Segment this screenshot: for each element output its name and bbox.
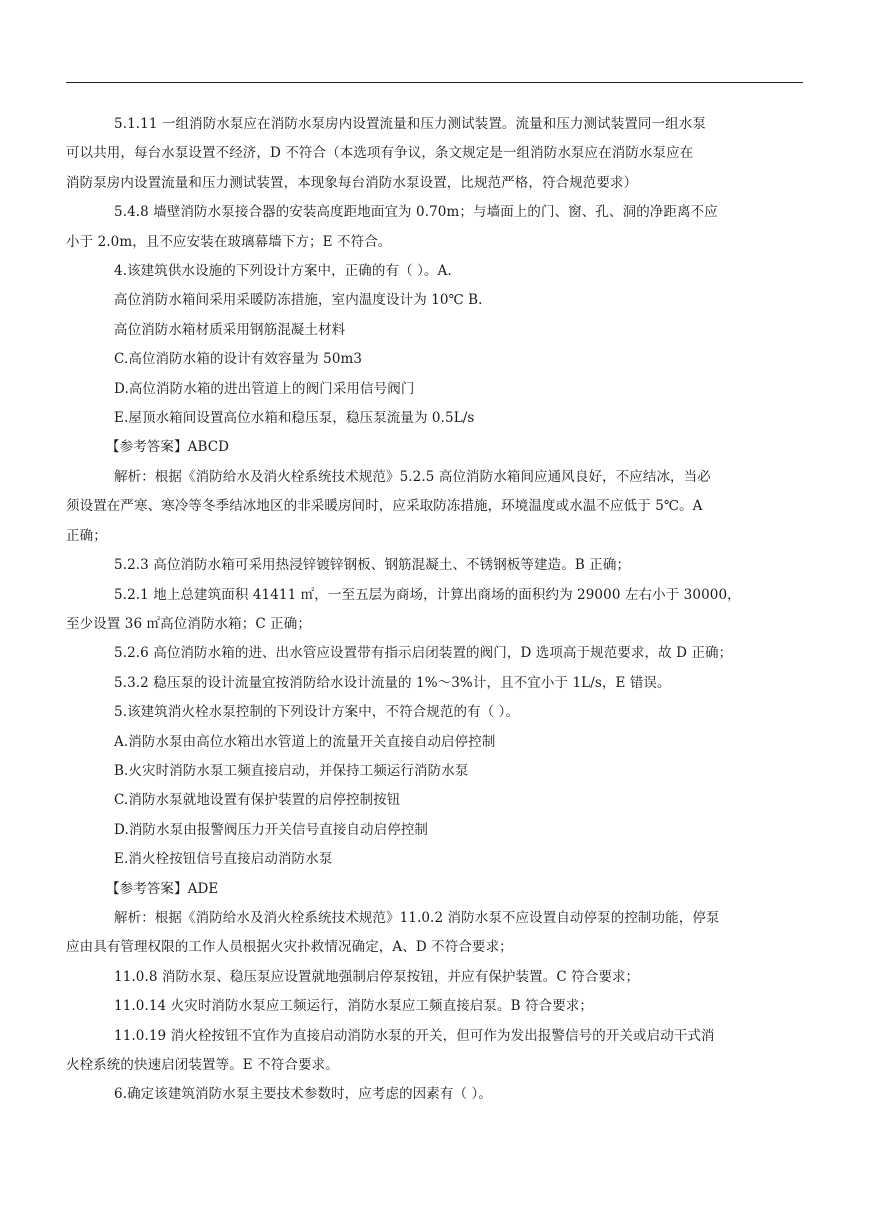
paragraph-line: 5.3.2 稳压泵的设计流量宜按消防给水设计流量的 1%～3%计，且不宜小于 1L/s，E 错误。 [114,674,671,691]
option-line: C.消防水泵就地设置有保护装置的启停控制按钮 [114,792,401,809]
question-line: 6.确定该建筑消防水泵主要技术参数时，应考虑的因素有（ ）。 [114,1086,492,1103]
option-line: D.消防水泵由报警阀压力开关信号直接自动启停控制 [114,821,429,838]
header-rule [66,82,803,83]
paragraph-line: 5.1.11 一组消防水泵应在消防水泵房内设置流量和压力测试装置。流量和压力测试装置同一组水泵 [114,116,706,132]
paragraph-line: 11.0.14 火灾时消防水泵应工频运行，消防水泵应工频直接启泵。B 符合要求； [114,998,594,1015]
paragraph-line: 5.2.6 高位消防水箱的进、出水管应设置带有指示启闭装置的阀门，D 选项高于规范要求，故 D 正确； [114,645,733,662]
question-line: 4.该建筑供水设施的下列设计方案中，正确的有（ ）。A. [114,263,452,280]
option-line: 高位消防水箱材质采用钢筋混凝土材料 [114,321,346,338]
paragraph-line: 可以共用，每台水泵设置不经济，D 不符合（本选项有争议，条文规定是一组消防水泵应在消防水泵应在 [66,145,694,162]
answer-line: 【参考答案】ADE [106,880,219,897]
option-line: C.高位消防水箱的设计有效容量为 50m3 [114,351,363,368]
paragraph-line: 至少设置 36 ㎡高位消防水箱；C 正确； [66,615,311,632]
paragraph-line: 11.0.8 消防水泵、稳压泵应设置就地强制启停泵按钮，并应有保护装置。C 符合要求； [114,968,640,985]
analysis-line: 解析：根据《消防给水及消火栓系统技术规范》11.0.2 消防水泵不应设置自动停泵的控制功能，停泵 [114,909,720,926]
analysis-line: 正确； [66,527,107,544]
paragraph-line: 火栓系统的快速启闭装置等。E 不符合要求。 [66,1057,339,1073]
option-line: 高位消防水箱间采用采暖防冻措施，室内温度设计为 10℃ B. [114,292,483,309]
analysis-line: 须设置在严寒、寒冷等冬季结冰地区的非采暖房间时，应采取防冻措施，环境温度或水温不应低于 5℃。A [66,498,703,515]
document-body [66,110,790,1110]
analysis-line: 解析：根据《消防给水及消火栓系统技术规范》5.2.5 高位消防水箱间应通风良好，不应结冰，当必 [114,468,711,485]
option-line: D.高位消防水箱的进出管道上的阀门采用信号阀门 [114,380,415,397]
answer-line: 【参考答案】ABCD [106,439,230,456]
option-line: A.消防水泵由高位水箱出水管道上的流量开关直接自动启停控制 [114,733,496,750]
analysis-line: 应由具有管理权限的工作人员根据火灾扑救情况确定，A、D 不符合要求； [66,939,513,956]
question-line: 5.该建筑消火栓水泵控制的下列设计方案中，不符合规范的有（ ）。 [114,704,520,721]
paragraph-line: 5.2.1 地上总建筑面积 41411 ㎡，一至五层为商场，计算出商场的面积约为 29000 左右小于 30000， [114,586,741,603]
option-line: E.消火栓按钮信号直接启动消防水泵 [114,851,333,868]
paragraph-line: 5.2.3 高位消防水箱可采用热浸锌镀锌钢板、钢筋混凝土、不锈钢板等建造。B 正确； [114,557,631,574]
option-line: B.火灾时消防水泵工频直接启动，并保持工频运行消防水泵 [114,762,469,779]
paragraph-line: 5.4.8 墙壁消防水泵接合器的安装高度距地面宜为 0.70m；与墙面上的门、窗、孔、洞的净距离不应 [114,204,718,221]
paragraph-line: 小于 2.0m，且不应安装在玻璃幕墙下方；E 不符合。 [66,233,392,250]
paragraph-line: 11.0.19 消火栓按钮不宜作为直接启动消防水泵的开关，但可作为发出报警信号的开关或启动干式消 [114,1027,715,1044]
option-line: E.屋顶水箱间设置高位水箱和稳压泵，稳压泵流量为 0.5L/s [114,410,475,427]
paragraph-line: 消防泵房内设置流量和压力测试装置，本现象每台消防水泵设置，比规范严格，符合规范要求） [66,174,638,191]
